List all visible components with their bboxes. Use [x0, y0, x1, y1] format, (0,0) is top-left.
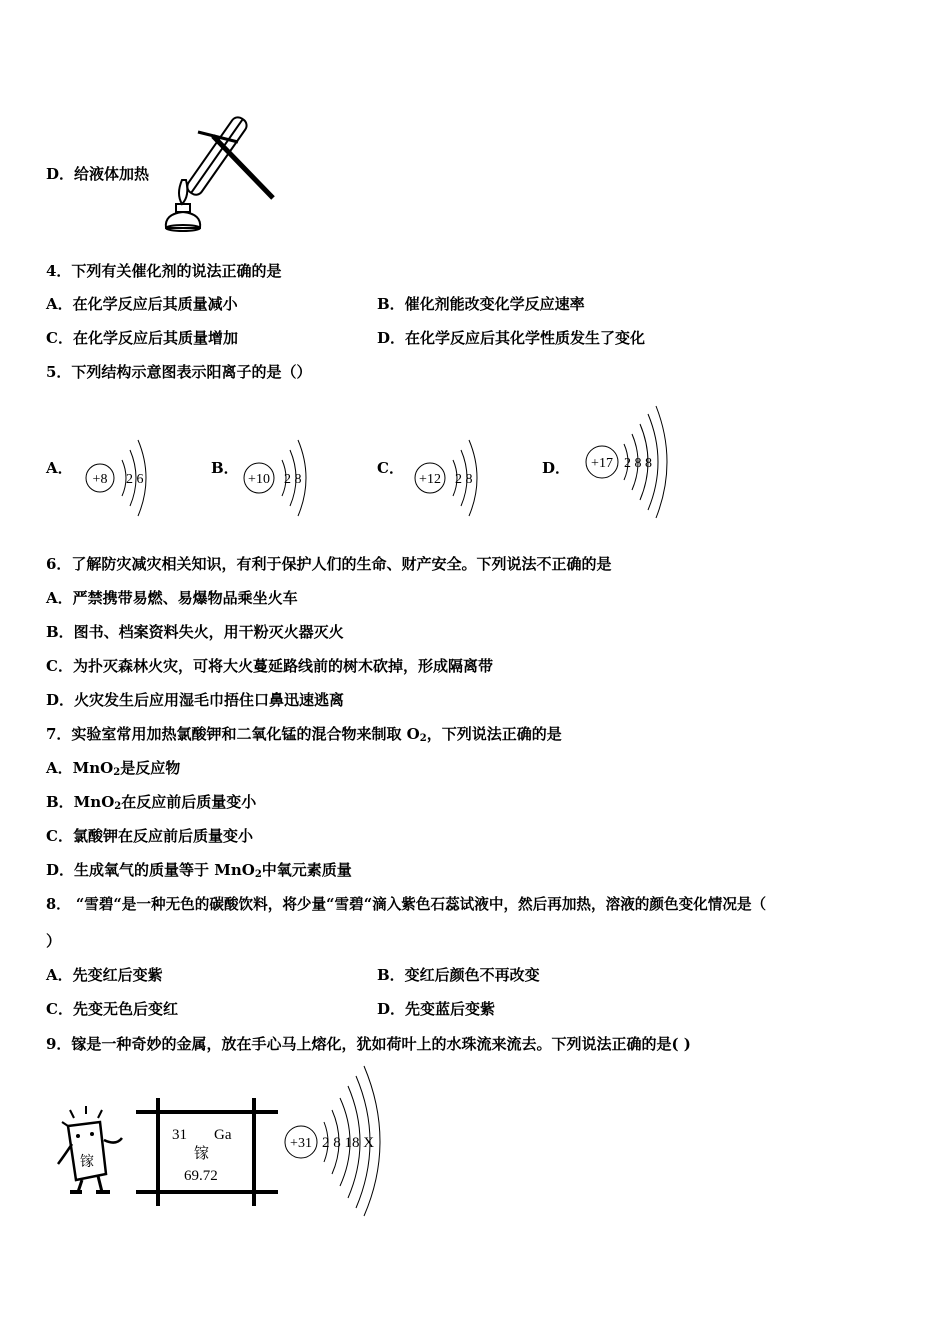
q5-option-a-label: A． [46, 459, 73, 477]
q8-option-b: B．变红后颜色不再改变 [377, 966, 540, 984]
q5-atom-d [584, 404, 674, 522]
q8-stem-line2: ） [46, 932, 62, 950]
q9-stem: 9．镓是一种奇妙的金属，放在手心马上熔化，犹如荷叶上的水珠流来流去。下列说法正确的是( ) [46, 1035, 691, 1053]
q5-atom-a-shells: 2 6 [126, 472, 144, 487]
q6-option-b: B．图书、档案资料失火，用干粉灭火器灭火 [46, 623, 344, 641]
q7-option-a: A．MnO$_2$是反应物 [46, 759, 181, 778]
gallium-shells: 2 8 18 X [322, 1135, 375, 1151]
element-name: 镓 [194, 1144, 210, 1162]
q3-option-d: D．给液体加热 [46, 165, 150, 183]
q5-stem: 5．下列结构示意图表示阳离子的是（） [46, 363, 312, 381]
q6-option-a: A．严禁携带易燃、易爆物品乘坐火车 [46, 589, 298, 607]
q5-atom-c-shells: 2 8 [455, 472, 473, 487]
q8-option-d: D．先变蓝后变紫 [377, 1000, 496, 1018]
q4-option-c: C．在化学反应后其质量增加 [46, 329, 238, 347]
q5-atom-c [413, 432, 493, 522]
q6-stem: 6．了解防灾减灾相关知识，有利于保护人们的生命、财产安全。下列说法不正确的是 [46, 555, 612, 573]
q8-stem-line1: 8． “雪碧“是一种无色的碳酸饮料，将少量“雪碧“滴入紫色石蕊试液中，然后再加热，溶液的颜色变化情况是（ [46, 896, 767, 913]
q4-option-a: A．在化学反应后其质量减小 [46, 295, 238, 313]
q4-stem: 4．下列有关催化剂的说法正确的是 [46, 262, 282, 280]
gallium-cartoon-label: 镓 [80, 1154, 94, 1170]
q5-option-c-label: C． [377, 459, 404, 477]
q7-option-c: C．氯酸钾在反应前后质量变小 [46, 827, 253, 845]
q5-atom-d-nucleus: +17 [591, 456, 613, 471]
element-number: 31 [172, 1127, 187, 1143]
q5-atom-d-shells: 2 8 8 [624, 456, 652, 471]
q5-atom-b-nucleus: +10 [248, 472, 270, 487]
q8-option-c: C．先变无色后变红 [46, 1000, 178, 1018]
q5-option-d-label: D． [542, 459, 571, 477]
q5-atom-a [84, 432, 164, 522]
q5-atom-b [242, 432, 322, 522]
gallium-atom-structure [284, 1064, 394, 1218]
q5-atom-b-shells: 2 8 [284, 472, 302, 487]
q7-stem: 7．实验室常用加热氯酸钾和二氧化锰的混合物来制取 $O_2$，下列说法正确的是 [46, 725, 562, 744]
q5-option-b-label: B． [211, 459, 239, 477]
q5-atom-a-nucleus: +8 [92, 472, 108, 487]
element-symbol: Ga [214, 1127, 232, 1143]
q6-option-d: D．火灾发生后应用湿毛巾捂住口鼻迅速逃离 [46, 691, 345, 709]
q8-option-a: A．先变红后变紫 [46, 966, 163, 984]
q4-option-d: D．在化学反应后其化学性质发生了变化 [377, 329, 646, 347]
q4-option-b: B．催化剂能改变化学反应速率 [377, 295, 585, 313]
q7-option-d: D．生成氧气的质量等于 MnO$_2$中氧元素质量 [46, 861, 352, 880]
gallium-cartoon [54, 1104, 130, 1196]
gallium-nucleus: +31 [290, 1136, 312, 1151]
heating-liquid-figure [158, 118, 278, 236]
q7-option-b: B．MnO$_2$在反应前后质量变小 [46, 793, 257, 812]
gallium-element-cell [136, 1098, 278, 1206]
element-mass: 69.72 [184, 1168, 218, 1184]
q5-atom-c-nucleus: +12 [419, 472, 441, 487]
q6-option-c: C．为扑灭森林火灾，可将大火蔓延路线前的树木砍掉，形成隔离带 [46, 657, 493, 675]
